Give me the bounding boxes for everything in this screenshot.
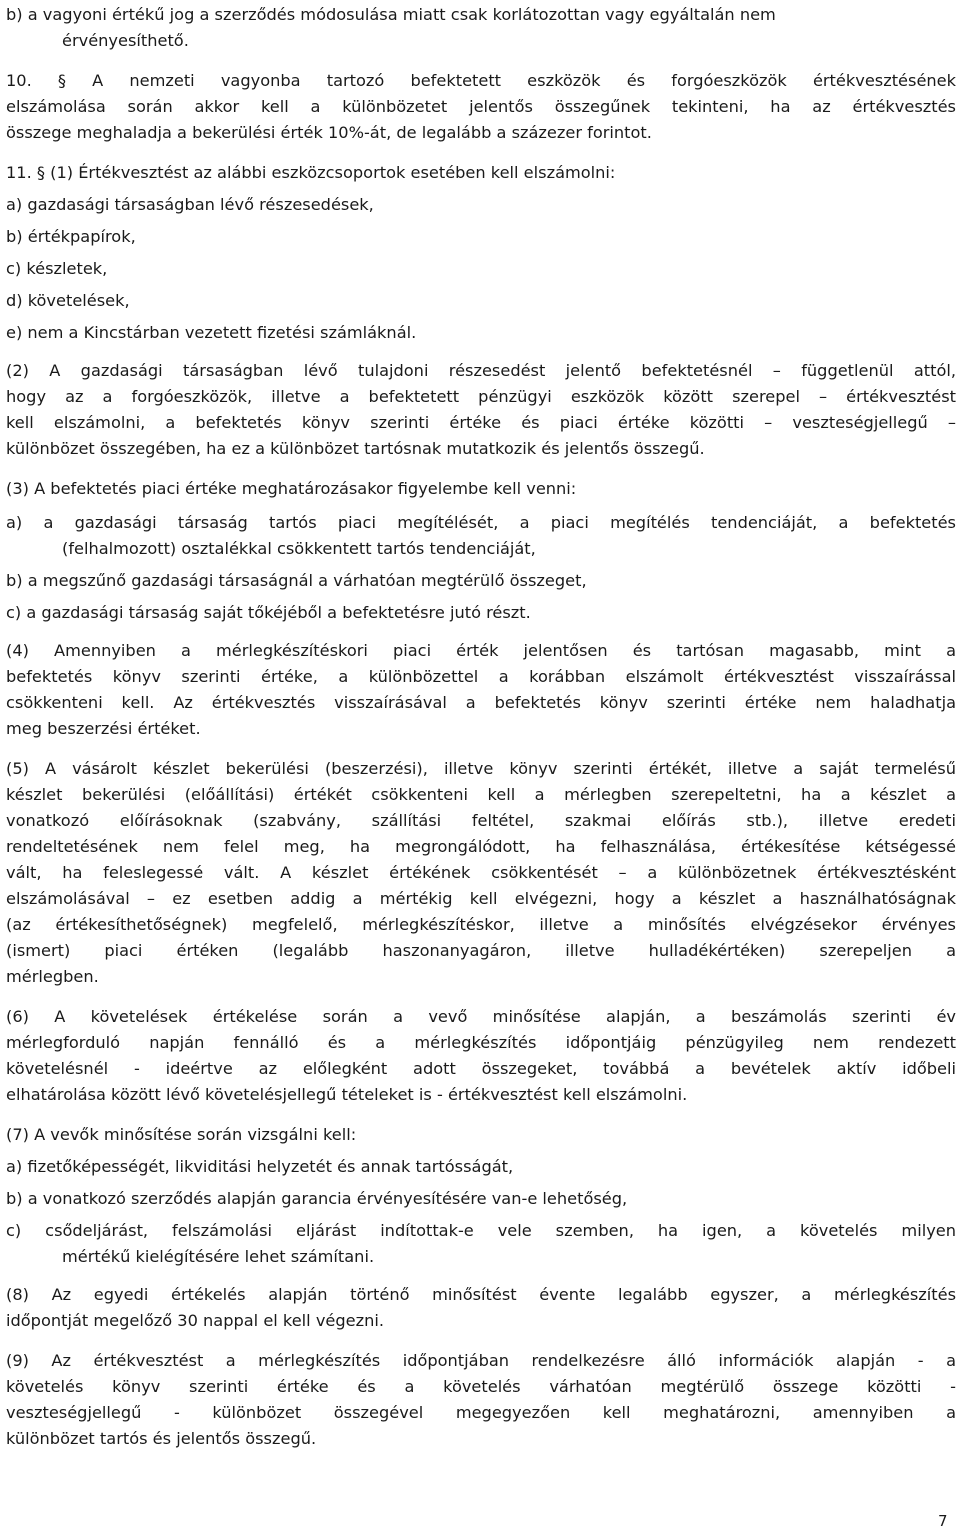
text-line: összege meghaladja a bekerülési érték 10%-át, de legalább a százezer forintot. — [6, 123, 652, 142]
text-line: (9) Az értékvesztést a mérlegkészítés időpontjában rendelkezésre álló információk alapján - a — [6, 1351, 956, 1370]
text-line: (felhalmozott) osztalékkal csökkentett tartós tendenciáját, — [62, 539, 536, 558]
text-line: b) értékpapírok, — [6, 227, 136, 246]
page-number: 7 — [938, 1512, 948, 1530]
text-line: d) követelések, — [6, 291, 130, 310]
text-line: meg beszerzési értéket. — [6, 719, 201, 738]
text-line: b) a megszűnő gazdasági társaságnál a várhatóan megtérülő összeget, — [6, 571, 587, 590]
text-line: követelésnél - ideértve az előlegként adott összegeket, továbbá a bevételek aktív időbeli — [6, 1059, 956, 1078]
text-line: (8) Az egyedi értékelés alapján történő minősítést évente legalább egyszer, a mérlegkészítés — [6, 1285, 956, 1304]
text-line: elhatárolása között lévő követelésjellegű tételeket is - értékvesztést kell elszámolni. — [6, 1085, 688, 1104]
text-line: vonatkozó előírásoknak (szabvány, szállítási feltétel, szakmai előírás stb.), illetve eredeti — [6, 811, 956, 830]
text-line: (3) A befektetés piaci értéke meghatározásakor figyelembe kell venni: — [6, 479, 577, 498]
text-line: a) fizetőképességét, likviditási helyzetét és annak tartósságát, — [6, 1157, 514, 1176]
text-line: veszteségjellegű - különbözet összegével megegyezően kell meghatározni, amennyiben a — [6, 1403, 956, 1422]
text-line: kell elszámolni, a befektetés könyv szerinti értéke és piaci értéke közötti – veszteségjellegű – — [6, 413, 956, 432]
text-line: (ismert) piaci értéken (legalább haszonanyagáron, illetve hulladékértéken) szerepeljen a — [6, 941, 956, 960]
text-line: elszámolása során akkor kell a különbözetet jelentős összegűnek tekinteni, ha az értékvesztés — [6, 97, 956, 116]
text-line: a) a gazdasági társaság tartós piaci megítélését, a piaci megítélés tendenciáját, a befektetés — [6, 513, 956, 532]
text-line: (5) A vásárolt készlet bekerülési (beszerzési), illetve könyv szerinti értékét, illetve a saját termelésű — [6, 759, 956, 778]
text-line: mértékű kielégítésére lehet számítani. — [62, 1247, 375, 1266]
text-line: időpontját megelőző 30 nappal el kell végezni. — [6, 1311, 384, 1330]
text-line: 11. § (1) Értékvesztést az alábbi eszközcsoportok esetében kell elszámolni: — [6, 163, 616, 182]
text-line: érvényesíthető. — [62, 31, 189, 50]
text-line: vált, ha feleslegessé vált. A készlet értékének csökkentését – a különbözetnek értékvesztésként — [6, 863, 956, 882]
text-line: b) a vagyoni értékű jog a szerződés módosulása miatt csak korlátozottan vagy egyáltalán nem — [6, 5, 776, 24]
text-line: (6) A követelések értékelése során a vevő minősítése alapján, a beszámolás szerinti év — [6, 1007, 956, 1026]
text-line: különbözet tartós és jelentős összegű. — [6, 1429, 317, 1448]
text-line: hogy az a forgóeszközök, illetve a befektetett pénzügyi eszközök között szerepel – értékvesztést — [6, 387, 956, 406]
text-line: elszámolásával – ez esetben addig a mértékig kell elvégezni, hogy a készlet a használhatóságnak — [6, 889, 956, 908]
text-line: követelés könyv szerinti értéke és a követelés várhatóan megtérülő összege közötti - — [6, 1377, 956, 1396]
text-line: c) a gazdasági társaság saját tőkéjéből a befektetésre jutó részt. — [6, 603, 531, 622]
text-line: (4) Amennyiben a mérlegkészítéskori piaci érték jelentősen és tartósan magasabb, mint a — [6, 641, 956, 660]
text-line: c) csődeljárást, felszámolási eljárást indítottak-e vele szemben, ha igen, a követelés milyen — [6, 1221, 956, 1240]
text-line: c) készletek, — [6, 259, 108, 278]
text-line: mérlegforduló napján fennálló és a mérlegkészítés időpontjáig pénzügyileg nem rendezett — [6, 1033, 956, 1052]
text-line: (az értékesíthetőségnek) megfelelő, mérlegkészítéskor, illetve a minősítés elvégzésekor érvényes — [6, 915, 956, 934]
text-line: e) nem a Kincstárban vezetett fizetési számláknál. — [6, 323, 417, 342]
text-line: 10. § A nemzeti vagyonba tartozó befektetett eszközök és forgóeszközök értékvesztésének — [6, 71, 956, 90]
text-line: a) gazdasági társaságban lévő részesedések, — [6, 195, 374, 214]
text-line: készlet bekerülési (előállítási) értékét csökkenteni kell a mérlegben szerepeltetni, ha a készlet a — [6, 785, 956, 804]
text-line: (2) A gazdasági társaságban lévő tulajdoni részesedést jelentő befektetésnél – függetlenül attól, — [6, 361, 956, 380]
text-line: különbözet összegében, ha ez a különbözet tartósnak mutatkozik és jelentős összegű. — [6, 439, 705, 458]
text-line: mérlegben. — [6, 967, 99, 986]
text-line: b) a vonatkozó szerződés alapján garancia érvényesítésére van-e lehetőség, — [6, 1189, 628, 1208]
text-line: csökkenteni kell. Az értékvesztés visszaírásával a befektetés könyv szerinti értéke nem haladhatja — [6, 693, 956, 712]
text-line: befektetés könyv szerinti értéke, a különbözettel a korábban elszámolt értékvesztést visszaírással — [6, 667, 956, 686]
text-line: (7) A vevők minősítése során vizsgálni kell: — [6, 1125, 357, 1144]
text-line: rendeltetésének nem felel meg, ha megrongálódott, ha felhasználása, értékesítése kétségessé — [6, 837, 956, 856]
